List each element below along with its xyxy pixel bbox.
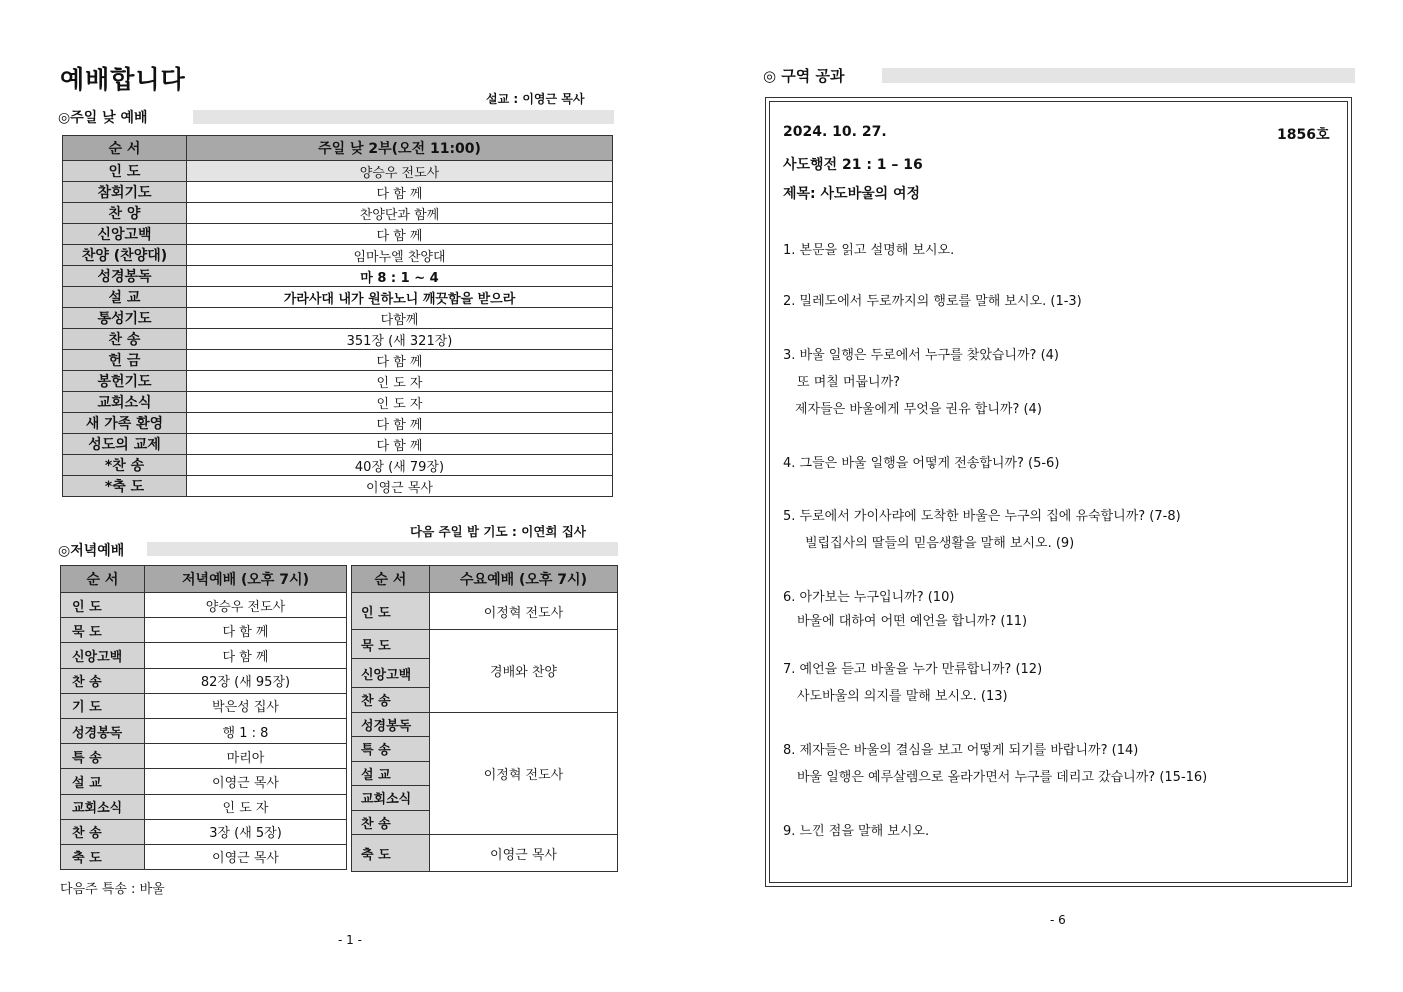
question-item: 5. 두로에서 가이사랴에 도착한 바울은 누구의 집에 유숙합니까? (7-8) bbox=[783, 509, 1181, 524]
sermon-title: 가라사대 내가 원하노니 깨끗함을 받으라 bbox=[187, 287, 613, 308]
order-value: 양승우 전도사 bbox=[187, 161, 613, 182]
order-item: 찬 송 bbox=[61, 668, 145, 693]
table-row bbox=[61, 618, 347, 643]
question-item: 7. 예언을 듣고 바울을 누가 만류합니까? (12) bbox=[783, 662, 1043, 677]
order-item: 특 송 bbox=[61, 744, 145, 769]
order-value: 다 함 께 bbox=[187, 224, 613, 245]
question-item: 제자들은 바울에게 무엇을 권유 합니까? (4) bbox=[795, 402, 1042, 417]
wednesday-service-table bbox=[351, 565, 618, 872]
page-number: - 1 - bbox=[338, 933, 362, 947]
order-item: 찬 송 bbox=[352, 810, 430, 835]
order-item: 성도의 교제 bbox=[63, 434, 187, 455]
table-row bbox=[63, 392, 613, 413]
table-row bbox=[61, 668, 347, 693]
page-number: - 6 bbox=[1050, 913, 1066, 927]
preacher-label: 설교 : 이영근 목사 bbox=[486, 92, 585, 106]
order-value: 행 1 : 8 bbox=[145, 718, 347, 743]
order-item: 축 도 bbox=[61, 844, 145, 869]
table-row bbox=[63, 455, 613, 476]
lesson-subject: 제목: 사도바울의 여정 bbox=[783, 186, 921, 202]
order-item: 통성기도 bbox=[63, 308, 187, 329]
question-item: 사도바울의 의지를 말해 보시오. (13) bbox=[797, 689, 1008, 704]
section-bar bbox=[147, 542, 618, 556]
order-value: 다 함 께 bbox=[187, 182, 613, 203]
order-value: 이정혁 전도사 bbox=[430, 712, 618, 835]
order-item: 새 가족 환영 bbox=[63, 413, 187, 434]
order-item: 헌 금 bbox=[63, 350, 187, 371]
order-item: 교회소식 bbox=[61, 794, 145, 819]
cell-lesson-heading: ◎ 구역 공과 bbox=[763, 67, 845, 85]
order-value: 양승우 전도사 bbox=[145, 593, 347, 618]
service-header: 수요예배 (오후 7시) bbox=[430, 566, 618, 593]
order-item: 성경봉독 bbox=[61, 718, 145, 743]
evening-service-heading: ◎저녁예배 bbox=[58, 543, 125, 559]
scripture-value: 마 8 : 1 ~ 4 bbox=[187, 266, 613, 287]
order-item: 신앙고백 bbox=[63, 224, 187, 245]
order-value: 마리아 bbox=[145, 744, 347, 769]
page-title: 예배합니다 bbox=[60, 65, 186, 94]
order-value: 찬양단과 함께 bbox=[187, 203, 613, 224]
order-value: 40장 (새 79장) bbox=[187, 455, 613, 476]
evening-service-table bbox=[60, 565, 347, 870]
order-value: 인 도 자 bbox=[187, 371, 613, 392]
table-row bbox=[63, 287, 613, 308]
order-value: 이영근 목사 bbox=[187, 476, 613, 497]
question-item: 9. 느낀 점을 말해 보시오. bbox=[783, 824, 930, 839]
order-item: 묵 도 bbox=[61, 618, 145, 643]
table-row bbox=[63, 161, 613, 182]
order-header: 순 서 bbox=[61, 566, 145, 593]
order-item: 기 도 bbox=[61, 693, 145, 718]
morning-service-table bbox=[62, 135, 613, 497]
table-row bbox=[63, 434, 613, 455]
question-item: 3. 바울 일행은 두로에서 누구를 찾았습니까? (4) bbox=[783, 348, 1059, 363]
question-item: 빌립집사의 딸들의 믿음생활을 말해 보시오. (9) bbox=[805, 536, 1075, 551]
order-item: 찬양 (찬양대) bbox=[63, 245, 187, 266]
order-item: 교회소식 bbox=[352, 786, 430, 811]
scripture-reference: 사도행전 21 : 1 – 16 bbox=[783, 157, 923, 173]
service-header: 저녁예배 (오후 7시) bbox=[145, 566, 347, 593]
order-value: 다함께 bbox=[187, 308, 613, 329]
table-row bbox=[61, 844, 347, 869]
order-item: 묵 도 bbox=[352, 630, 430, 659]
order-item: 찬 송 bbox=[63, 329, 187, 350]
order-item: 설 교 bbox=[61, 769, 145, 794]
order-item: 인 도 bbox=[61, 593, 145, 618]
table-row bbox=[63, 350, 613, 371]
order-value: 82장 (새 95장) bbox=[145, 668, 347, 693]
table-row bbox=[61, 693, 347, 718]
order-item: 신앙고백 bbox=[352, 659, 430, 688]
table-row bbox=[61, 794, 347, 819]
service-header: 주일 낮 2부(오전 11:00) bbox=[187, 136, 613, 161]
order-item: *축 도 bbox=[63, 476, 187, 497]
order-item: 신앙고백 bbox=[61, 643, 145, 668]
order-item: 인 도 bbox=[352, 593, 430, 630]
order-item: 인 도 bbox=[63, 161, 187, 182]
lesson-date: 2024. 10. 27. bbox=[783, 124, 887, 140]
order-value: 3장 (새 5장) bbox=[145, 819, 347, 844]
order-header: 순 서 bbox=[352, 566, 430, 593]
order-item: 교회소식 bbox=[63, 392, 187, 413]
order-value: 다 함 께 bbox=[187, 434, 613, 455]
section-bar bbox=[882, 68, 1355, 83]
section-bar bbox=[193, 110, 614, 124]
order-value: 다 함 께 bbox=[187, 350, 613, 371]
question-item: 6. 아가보는 누구입니까? (10) bbox=[783, 590, 955, 605]
table-row bbox=[63, 329, 613, 350]
order-item: 성경봉독 bbox=[352, 712, 430, 737]
order-item: 참회기도 bbox=[63, 182, 187, 203]
order-value: 351장 (새 321장) bbox=[187, 329, 613, 350]
order-value: 다 함 께 bbox=[145, 643, 347, 668]
order-item: *찬 송 bbox=[63, 455, 187, 476]
order-item: 찬 양 bbox=[63, 203, 187, 224]
order-item: 축 도 bbox=[352, 835, 430, 872]
next-special-song: 다음주 특송 : 바울 bbox=[60, 882, 165, 897]
order-value: 경배와 찬양 bbox=[430, 630, 618, 713]
table-row bbox=[63, 371, 613, 392]
table-row bbox=[63, 203, 613, 224]
table-row bbox=[63, 476, 613, 497]
order-value: 이영근 목사 bbox=[430, 835, 618, 872]
morning-service-heading: ◎주일 낮 예배 bbox=[58, 110, 148, 126]
issue-number: 1856호 bbox=[1277, 127, 1330, 143]
order-value: 인 도 자 bbox=[145, 794, 347, 819]
order-item: 설 교 bbox=[352, 761, 430, 786]
table-row bbox=[61, 769, 347, 794]
table-row bbox=[61, 643, 347, 668]
order-item: 봉헌기도 bbox=[63, 371, 187, 392]
table-row bbox=[352, 712, 618, 737]
table-row bbox=[61, 718, 347, 743]
question-item: 또 며칠 머뭅니까? bbox=[797, 375, 901, 390]
question-item: 바울에 대하여 어떤 예언을 합니까? (11) bbox=[797, 614, 1028, 629]
table-row bbox=[63, 266, 613, 287]
table-row bbox=[61, 819, 347, 844]
table-row bbox=[63, 224, 613, 245]
question-item: 1. 본문을 읽고 설명해 보시오. bbox=[783, 243, 955, 258]
order-value: 임마누엘 찬양대 bbox=[187, 245, 613, 266]
order-value: 다 함 께 bbox=[187, 413, 613, 434]
question-item: 2. 밀레도에서 두로까지의 행로를 말해 보시오. (1-3) bbox=[783, 294, 1082, 309]
table-row bbox=[61, 744, 347, 769]
order-header: 순 서 bbox=[63, 136, 187, 161]
question-item: 바울 일행은 예루살렘으로 올라가면서 누구를 데리고 갔습니까? (15-16) bbox=[797, 770, 1208, 785]
order-value: 박은성 집사 bbox=[145, 693, 347, 718]
order-value: 인 도 자 bbox=[187, 392, 613, 413]
question-item: 4. 그들은 바울 일행을 어떻게 전송합니까? (5-6) bbox=[783, 456, 1060, 471]
order-item: 성경봉독 bbox=[63, 266, 187, 287]
order-item: 찬 송 bbox=[61, 819, 145, 844]
table-row bbox=[63, 413, 613, 434]
table-row bbox=[63, 308, 613, 329]
order-value: 이정혁 전도사 bbox=[430, 593, 618, 630]
order-value: 다 함 께 bbox=[145, 618, 347, 643]
table-row bbox=[352, 630, 618, 659]
table-row bbox=[352, 593, 618, 630]
table-row bbox=[63, 245, 613, 266]
order-value: 이영근 목사 bbox=[145, 769, 347, 794]
order-value: 이영근 목사 bbox=[145, 844, 347, 869]
table-row bbox=[63, 182, 613, 203]
order-item: 찬 송 bbox=[352, 688, 430, 713]
order-item: 설 교 bbox=[63, 287, 187, 308]
order-item: 특 송 bbox=[352, 737, 430, 762]
table-row bbox=[61, 593, 347, 618]
table-row bbox=[352, 835, 618, 872]
next-prayer-note: 다음 주일 밤 기도 : 이연희 집사 bbox=[410, 524, 587, 539]
question-item: 8. 제자들은 바울의 결심을 보고 어떻게 되기를 바랍니까? (14) bbox=[783, 743, 1139, 758]
